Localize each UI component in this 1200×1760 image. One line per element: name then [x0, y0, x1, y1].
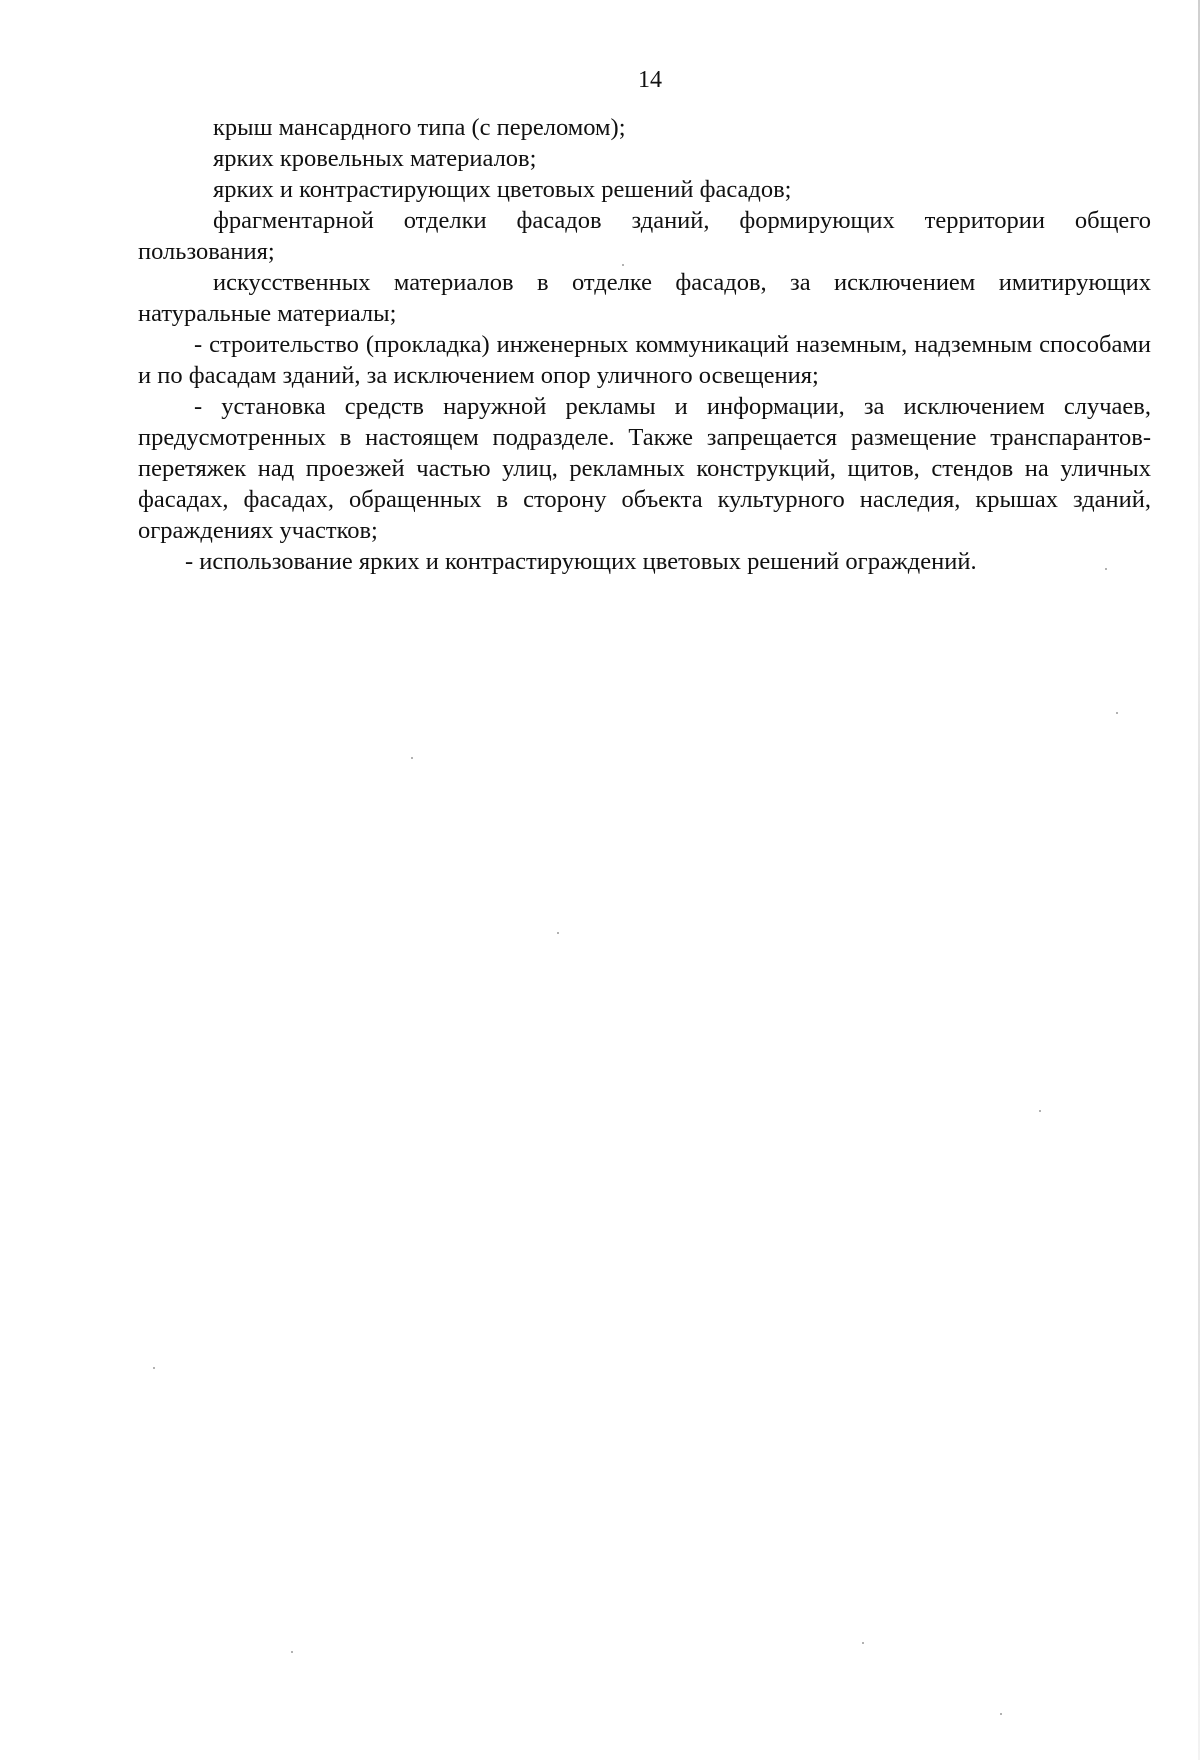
- list-item: крыш мансардного типа (с переломом);: [213, 114, 626, 141]
- page-number: 14: [638, 67, 662, 93]
- scan-speck: [291, 1651, 293, 1653]
- list-item: ярких кровельных материалов;: [213, 145, 537, 172]
- scan-speck: [1039, 1110, 1041, 1112]
- scan-speck: [153, 1367, 155, 1369]
- list-item: - строительство (прокладка) инженерных коммуникаций наземным, надземным способами и по фасадам зданий, за исключением опор уличного освещения;: [138, 331, 1151, 389]
- list-item: - использование ярких и контрастирующих цветовых решений ограждений.: [185, 548, 977, 575]
- list-item: ярких и контрастирующих цветовых решений фасадов;: [213, 176, 792, 203]
- scan-speck: [862, 1642, 864, 1644]
- scan-speck: [557, 932, 559, 934]
- scan-speck: [411, 757, 413, 759]
- list-item: фрагментарной отделки фасадов зданий, формирующих территории общего пользования;: [138, 207, 1151, 265]
- scan-speck: [1116, 712, 1118, 714]
- list-item: искусственных материалов в отделке фасадов, за исключением имитирующих натуральные материалы;: [138, 269, 1151, 327]
- list-item: - установка средств наружной рекламы и информации, за исключением случаев, предусмотренных в настоящем подразделе. Также запрещается размещение транспарантов-перетяжек над проезжей частью улиц, рекламных конструкций, щитов, стендов на уличных фасадах, фасадах, обращенных в сторону объекта культурного наследия, крышах зданий, ограждениях участков;: [138, 393, 1151, 544]
- scan-speck: [1105, 568, 1107, 570]
- document-body: [138, 112, 1151, 577]
- scan-speck: [1000, 1713, 1002, 1715]
- scan-speck: [622, 264, 624, 266]
